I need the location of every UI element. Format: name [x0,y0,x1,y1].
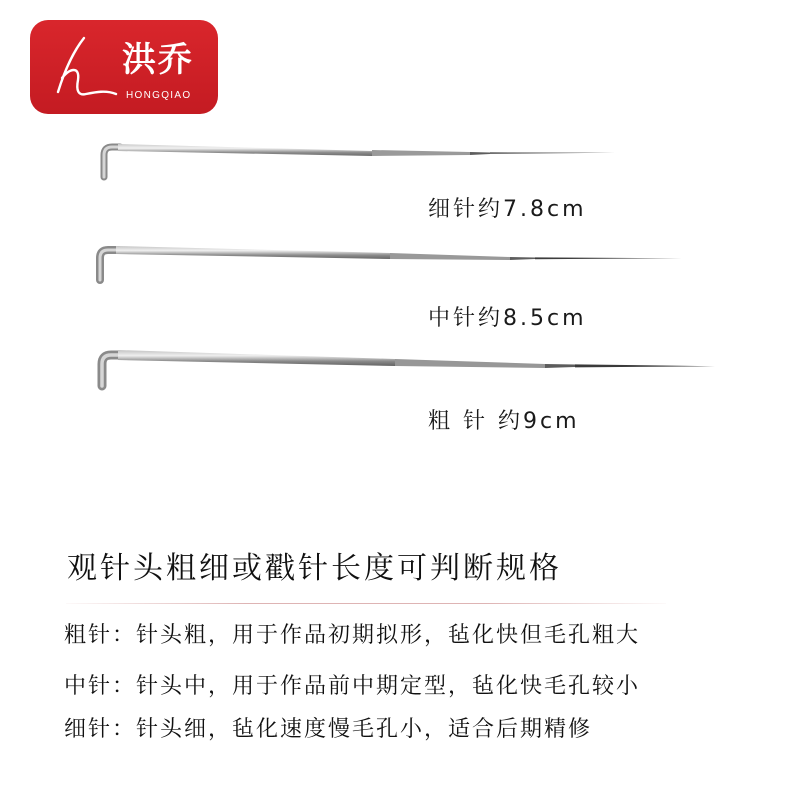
description-medium: 中针：针头中，用于作品前中期定型，毡化快毛孔较小 [64,674,641,699]
needle-medium-graphic [0,238,800,298]
heading-divider [66,603,666,604]
needle-medium-label: 中针约8.5cm [428,306,587,331]
description-fine: 细针：针头细，毡化速度慢毛孔小，适合后期精修 [64,717,593,742]
needle-medium [0,238,800,298]
page-heading: 观针头粗细或戳针长度可判断规格 [67,551,562,586]
needle-coarse-graphic [0,342,800,402]
needle-coarse [0,342,800,402]
signature-h-icon [40,32,120,106]
needle-fine [0,135,800,195]
brand-name: 洪乔 [122,40,194,80]
brand-pinyin: HONGQIAO [126,90,192,101]
needle-coarse-label: 粗 针 约9cm [428,409,580,434]
brand-logo [30,20,218,114]
needle-fine-label: 细针约7.8cm [428,197,587,222]
description-coarse: 粗针：针头粗，用于作品初期拟形，毡化快但毛孔粗大 [64,623,641,648]
needle-fine-graphic [0,135,800,195]
